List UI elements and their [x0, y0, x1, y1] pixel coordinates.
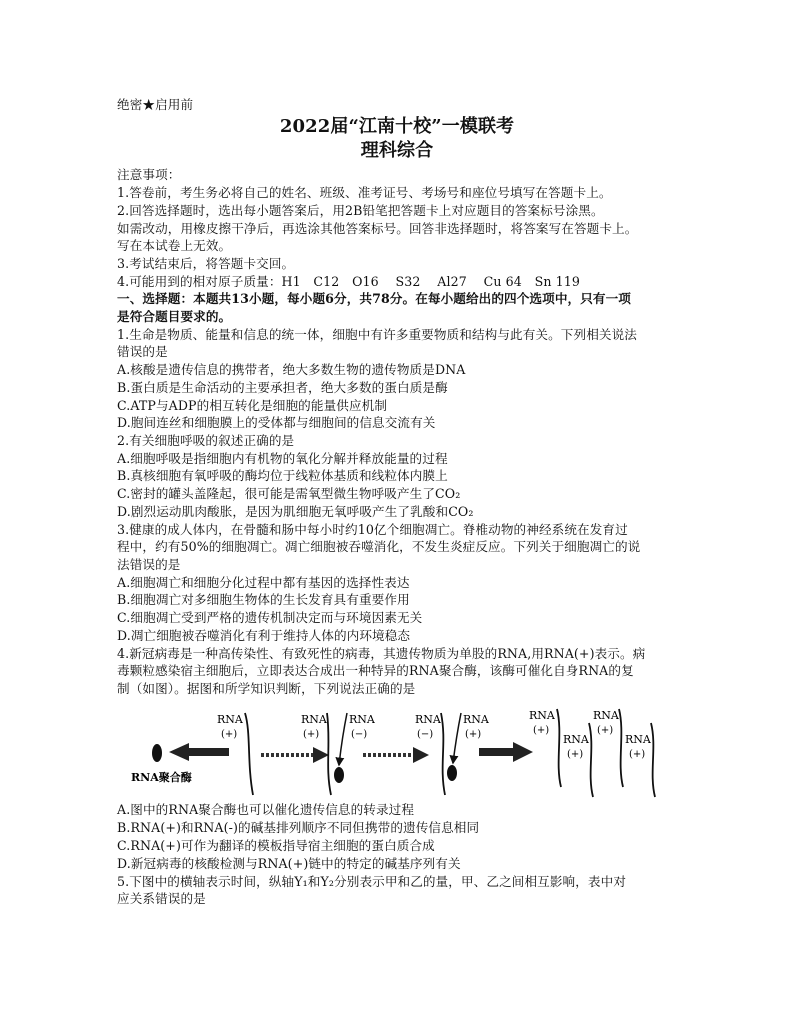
strand-label: RNA — [625, 733, 651, 746]
note-item: 写在本试卷上无效。 — [117, 238, 232, 253]
q2-stem: 2.有关细胞呼吸的叙述正确的是 — [117, 433, 295, 448]
strand-label: RNA — [415, 713, 441, 726]
strand-label: RNA — [529, 709, 555, 722]
enzyme-label: RNA聚合酶 — [131, 771, 192, 784]
q2-option-c: C.密封的罐头盖隆起，很可能是需氧型微生物呼吸产生了CO₂ — [117, 486, 461, 501]
exam-title: 2022届“江南十校”一模联考 — [279, 116, 515, 137]
notes-heading: 注意事项： — [117, 167, 181, 182]
strand-label: RNA — [217, 713, 243, 726]
q4-option-c: C.RNA(+)可作为翻译的模板指导宿主细胞的蛋白质合成 — [117, 838, 435, 853]
q3-stem-cont: 程中，约有50%的细胞凋亡。凋亡细胞被吞噬消化，不发生炎症反应。下列关于细胞凋亡的说 — [117, 539, 641, 554]
q3-option-b: B.细胞凋亡对多细胞生物体的生长发育具有重要作用 — [117, 592, 410, 607]
strand-label: RNA — [593, 709, 619, 722]
note-item: 如需改动，用橡皮擦干净后，再选涂其他答案标号。回答非选择题时，将答案写在答题卡上。 — [117, 221, 638, 236]
rna-strand — [441, 713, 445, 795]
note-item: 1.答卷前，考生务必将自己的姓名、班级、准考证号、考场号和座位号填写在答题卡上。 — [117, 185, 612, 200]
synthesis-arrow-icon — [339, 713, 347, 765]
strand-sign: (+) — [567, 749, 584, 760]
rna-strand — [557, 709, 561, 787]
strand-label: RNA — [463, 713, 489, 726]
strand-label: RNA — [301, 713, 327, 726]
arrow-right-icon — [479, 742, 533, 762]
q1-option-b: B.蛋白质是生命活动的主要承担者，绝大多数的蛋白质是酶 — [117, 380, 448, 395]
q2-option-d: D.剧烈运动肌肉酸胀，是因为肌细胞无氧呼吸产生了乳酸和CO₂ — [117, 504, 474, 519]
rna-replication-figure — [117, 703, 677, 799]
q1-option-a: A.核酸是遗传信息的携带者，绝大多数生物的遗传物质是DNA — [117, 362, 466, 377]
strand-label: RNA — [563, 733, 589, 746]
strand-label: RNA — [349, 713, 375, 726]
q3-option-d: D.凋亡细胞被吞噬消化有利于维持人体的内环境稳态 — [117, 628, 411, 643]
note-item: 2.回答选择题时，选出每小题答案后，用2B铅笔把答题卡上对应题目的答案标号涂黑。 — [117, 203, 604, 218]
rna-strand — [589, 723, 593, 797]
section-heading: 一、选择题：本题共13小题，每小题6分，共78分。在每小题给出的四个选项中，只有一项 — [117, 291, 631, 306]
strand-sign: (−) — [351, 729, 368, 740]
q4-option-a: A.图中的RNA聚合酶也可以催化遗传信息的转录过程 — [117, 802, 415, 817]
q4-stem-cont: 毒颗粒感染宿主细胞后，立即表达合成出一种特异的RNA聚合酶，该酶可催化自身RNA的复 — [117, 663, 634, 678]
arrow-left-icon — [169, 743, 229, 761]
q1-stem: 1.生命是物质、能量和信息的统一体，细胞中有许多重要物质和结构与此有关。下列相关说法 — [117, 327, 637, 342]
rna-strand — [651, 723, 655, 797]
q4-option-d: D.新冠病毒的核酸检测与RNA(+)链中的特定的碱基序列有关 — [117, 856, 461, 871]
synthesis-arrow-icon — [453, 713, 461, 763]
strand-sign: (+) — [629, 749, 646, 760]
q3-option-c: C.细胞凋亡受到严格的遗传机制决定而与环境因素无关 — [117, 610, 423, 625]
q2-option-a: A.细胞呼吸是指细胞内有机物的氧化分解并释放能量的过程 — [117, 451, 448, 466]
strand-sign: (+) — [533, 725, 550, 736]
rna-strand — [327, 713, 331, 795]
q1-option-d: D.胞间连丝和细胞膜上的受体都与细胞间的信息交流有关 — [117, 415, 436, 430]
note-item: 3.考试结束后，将答题卡交回。 — [117, 256, 295, 271]
strand-sign: (+) — [303, 729, 320, 740]
note-item: 4.可能用到的相对原子质量：H1 C12 O16 S32 Al27 Cu 64 Sn 119 — [117, 274, 580, 289]
strand-sign: (+) — [221, 729, 238, 740]
q4-stem: 4.新冠病毒是一种高传染性、有致死性的病毒，其遗传物质为单股的RNA,用RNA(+)表示。病 — [117, 646, 646, 661]
strand-sign: (+) — [597, 725, 614, 736]
rna-polymerase-icon — [447, 765, 457, 781]
q5-stem-cont: 应关系错误的是 — [117, 891, 206, 906]
secret-label: 绝密★启用前 — [117, 97, 194, 112]
q2-option-b: B.真核细胞有氧呼吸的酶均位于线粒体基质和线粒体内膜上 — [117, 468, 448, 483]
strand-sign: (+) — [465, 729, 482, 740]
rna-polymerase-icon — [334, 767, 344, 783]
q1-stem-cont: 错误的是 — [117, 344, 168, 359]
q3-option-a: A.细胞凋亡和细胞分化过程中都有基因的选择性表达 — [117, 575, 410, 590]
q5-stem: 5.下图中的横轴表示时间，纵轴Y₁和Y₂分别表示甲和乙的量，甲、乙之间相互影响，表中对 — [117, 874, 627, 889]
q1-option-c: C.ATP与ADP的相互转化是细胞的能量供应机制 — [117, 398, 388, 413]
q4-stem-cont: 制（如图）。据图和所学知识判断，下列说法正确的是 — [117, 681, 416, 696]
strand-sign: (−) — [417, 729, 434, 740]
q3-stem: 3.健康的成人体内，在骨髓和肠中每小时约10亿个细胞凋亡。脊椎动物的神经系统在发育过 — [117, 522, 628, 537]
rna-polymerase-icon — [152, 744, 162, 762]
section-heading-cont: 是符合题目要求的。 — [117, 309, 232, 324]
q4-option-b: B.RNA(+)和RNA(-)的碱基排列顺序不同但携带的遗传信息相同 — [117, 820, 480, 835]
q3-stem-cont: 法错误的是 — [117, 557, 181, 572]
rna-strand — [619, 709, 623, 787]
exam-subtitle: 理科综合 — [360, 140, 434, 161]
rna-strand — [245, 713, 253, 795]
